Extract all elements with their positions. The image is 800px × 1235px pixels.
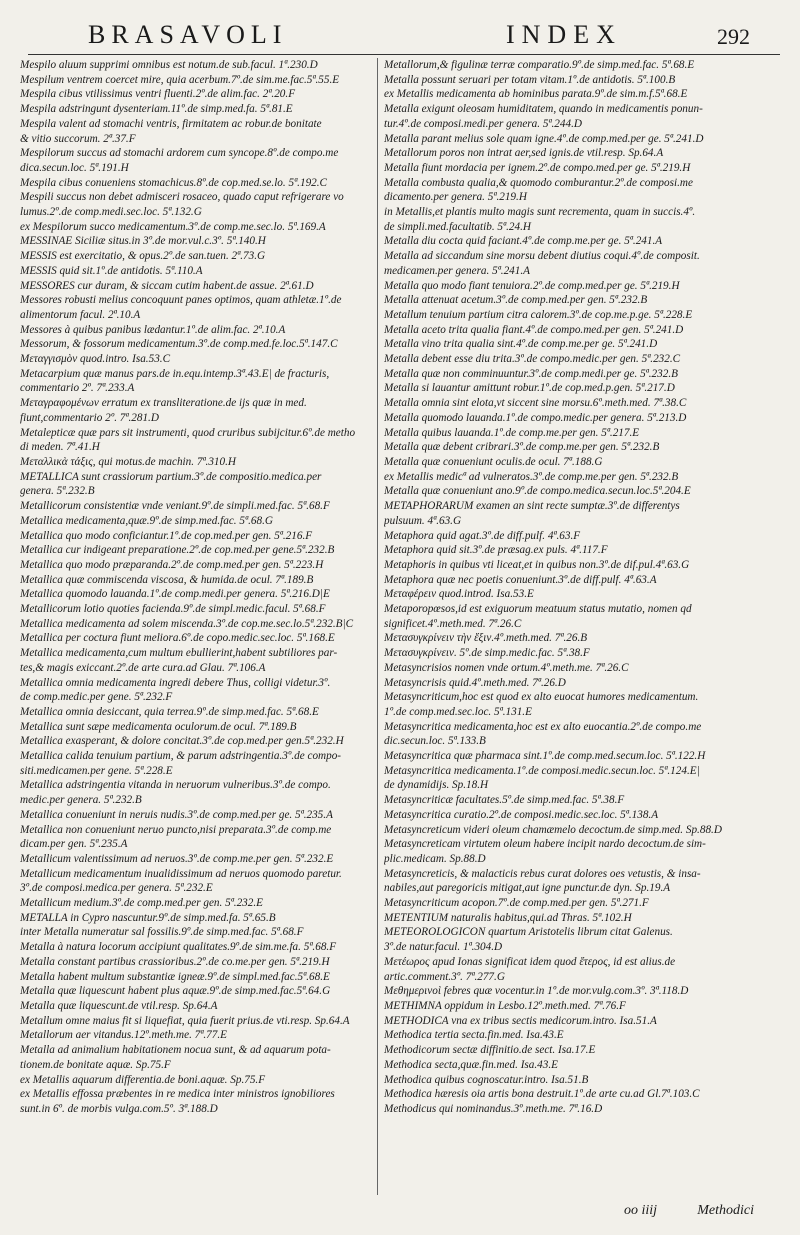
index-entry: significet.4º.meth.med. 7ª.26.C <box>384 617 522 630</box>
index-entry: MESSIS quid sit.1º.de antidotis. 5ª.110.A <box>20 264 203 277</box>
index-entry: Methodica hæresis oia artis bona destruit.1º.de arte cu.ad Gl.7ª.103.C <box>384 1088 700 1101</box>
index-entry: genera. 5ª.232.B <box>20 485 95 498</box>
index-entry: dica.secun.loc. 5ª.191.H <box>20 161 129 174</box>
index-entry: Metallica non conueniunt neruo puncto,nisi preparata.3º.de comp.me <box>20 823 332 836</box>
index-entry: Metallorum,& figulinæ terræ comparatio.9º.de simp.med.fac. 5ª.68.E <box>384 59 695 71</box>
index-entry: Metalla parant melius sole quam igne.4º.de comp.med.per ge. 5ª.241.D <box>384 132 704 145</box>
index-entry: Metalla ad animalium habitationem nocua sunt, & ad aquarum pota- <box>20 1044 331 1057</box>
index-entry: lumus.2º.de comp.medi.sec.loc. 5ª.132.G <box>20 206 202 219</box>
index-entry: tur.4º.de composi.medi.per genera. 5ª.244.D <box>384 117 582 130</box>
index-entry: de comp.medic.per gene. 5ª.232.F <box>20 691 173 704</box>
index-entry: in Metallis,et plantis multo magis sunt recrementa, quam in succis.4º. <box>384 206 696 219</box>
index-entry: MESSIS est exercitatio, & opus.2º.de san.tuen. 2ª.73.G <box>20 250 266 263</box>
index-entry: dicamento.per genera. 5ª.219.H <box>384 191 527 204</box>
index-entry: Metalla quæ debent cribrari.3º.de comp.me.per gen. 5ª.232.B <box>384 441 660 454</box>
index-entry: Metalla habent multum substantiæ igneæ.9º.de simpl.med.fac.5ª.68.E <box>20 970 330 983</box>
index-entry: alimentorum facul. 2ª.10.A <box>20 308 141 321</box>
index-entry: Μεταφέρειν quod.introd. Isa.53.E <box>384 588 534 601</box>
index-entry: ex Metallis medicª ad vulneratos.3º.de comp.me.per gen. 5ª.232.B <box>384 470 679 483</box>
index-entry: Metalla à natura locorum accipiunt qualitates.9º.de sim.me.fa. 5ª.68.F <box>20 941 337 954</box>
index-entry: Metallica calida tenuium partium, & parum adstringentia.3º.de compo- <box>20 750 342 763</box>
index-entry: Messores robusti melius concoquunt panes optimos, quam athletæ.1º.de <box>20 294 342 307</box>
index-entry: Metalla quæ liquescunt habent plus aquæ.9º.de simp.med.fac.5ª.64.G <box>20 985 331 998</box>
index-entry: Metaphora quæ nec poetis conueniunt.3º.de diff.pulf. 4ª.63.A <box>384 573 657 586</box>
index-entry: Μεταγραφομένων erratum ex transliteratione.de ijs quæ in med. <box>20 397 307 410</box>
index-entry: Metalla vino trita qualia sint.4º.de comp.me.per ge. 5ª.241.D <box>384 338 658 351</box>
index-entry: 3º.de natur.facul. 1ª.304.D <box>384 941 503 954</box>
index-entry: METALLICA sunt crassiorum partium.3º.de compositio.medica.per <box>20 470 322 483</box>
page-footer <box>384 1203 770 1225</box>
index-entry: MESSINAE Siciliæ situs.in 3º.de mor.vul.c.3º. 5ª.140.H <box>20 235 266 248</box>
index-entry: Metallorum poros non intrat aer,sed ignis.de vtil.resp. Sp.64.A <box>384 147 664 160</box>
index-entry: Metasyncritica medicamenta,hoc est ex alto euocantia.2º.de compo.me <box>384 720 702 733</box>
index-entry: METAPHORARUM examen an sint recte sumptæ.3º.de differentys <box>384 500 680 513</box>
index-entry: Metallica adstringentia vitanda in neruorum vulneribus.3º.de compo. <box>20 779 331 792</box>
index-entry: Metasyncrisis quid.4º.meth.med. 7ª.26.D <box>384 676 566 689</box>
index-entry: dic.secun.loc. 5ª.133.B <box>384 735 486 748</box>
index-entry: Metasyncrisios nomen vnde ortum.4º.meth.me. 7ª.26.C <box>384 661 629 674</box>
index-entry: Metallica quo modo præparanda.2º.de comp.med.per gen. 5ª.223.H <box>20 558 324 571</box>
index-entry: Metalepticæ quæ pars sit instrumenti, quod cruribus subijcitur.6º.de metho <box>20 426 356 439</box>
index-entry: Metalla quæ conueniunt oculis.de ocul. 7ª.188.G <box>384 455 603 468</box>
index-entry: Metasyncritica quæ pharmaca sint.1º.de comp.med.secum.loc. 5ª.122.H <box>384 750 706 763</box>
index-entry: fiunt,commentario 2º. 7ª.281.D <box>20 411 159 424</box>
index-entry: Metallica conueniunt in neruis nudis.3º.de comp.med.per ge. 5ª.235.A <box>20 808 333 821</box>
index-entry: Mespila valent ad stomachi ventris, firmitatem ac robur.de bonitate <box>20 117 322 130</box>
index-entry: Mespila cibus conueniens stomachicus.8º.de cop.med.se.lo. 5ª.192.C <box>20 176 328 189</box>
index-entry: METHODICA vna ex tribus sectis medicorum.intro. Isa.51.A <box>384 1014 657 1027</box>
index-entry: Mespilum ventrem coercet mire, quia acerbum.7º.de sim.me.fac.5ª.55.E <box>20 73 340 86</box>
index-entry: Mespili succus non debet admisceri rosaceo, quado caput refrigerare vo <box>20 191 344 204</box>
index-entry: Metalla si lauantur amittunt robur.1º.de cop.med.p.gen. 5ª.217.D <box>384 382 675 395</box>
index-entry: Μεταλλικὰ τάξις, qui motus.de machin. 7ª.310.H <box>20 455 236 468</box>
index-entry: Metallicum valentissimum ad neruos.3º.de comp.me.per gen. 5ª.232.E <box>20 852 334 865</box>
index-entry: Metalla aceto trita qualia fiant.4º.de compo.med.per gen. 5ª.241.D <box>384 323 684 336</box>
index-entry: ex Metallis effossa præbentes in re medica inter ministros ignobiliores <box>20 1088 335 1101</box>
index-entry: Μεθημερινοὶ febres quæ vocentur.in 1º.de mor.vulg.com.3º. 3ª.118.D <box>384 985 689 998</box>
running-title-left: BRASAVOLI <box>88 20 288 49</box>
index-entry: ex Mespilorum succo medicamentum.3º.de comp.me.sec.lo. 5ª.169.A <box>20 220 326 233</box>
index-entry: Metallica quæ commiscenda viscosa, & humida.de ocul. 7ª.189.B <box>20 573 314 586</box>
index-entry: medic.per genera. 5ª.232.B <box>20 794 142 807</box>
index-entry: sunt.in 6º. de morbis vulga.com.5º. 3ª.188.D <box>20 1102 218 1115</box>
index-entry: Mespilo aluum supprimi omnibus est notum.de sub.facul. 1ª.230.D <box>20 59 318 71</box>
index-entry: METHIMNA oppidum in Lesbo.12º.meth.med. 7ª.76.F <box>384 1000 626 1012</box>
column-divider <box>377 58 378 1195</box>
index-entry: Metasyncreticis, & malacticis rebus curat dolores oes vetustis, & insa- <box>384 867 701 880</box>
index-entry: 3º.de composi.medica.per genera. 5ª.232.E <box>20 882 213 895</box>
index-entry: Metalla omnia sint elota,vt siccent sine morsu.6º.meth.med. 7ª.38.C <box>384 397 687 410</box>
index-entry: Methodica quibus cognoscatur.intro. Isa.51.B <box>384 1073 589 1086</box>
index-entry: ex Metallis medicamenta ab hominibus parata.9º.de sim.m.f.5ª.68.E <box>384 88 688 101</box>
index-entry: Metallica omnia medicamenta ingredi debere Thus, colligi videtur.3º. <box>20 676 331 689</box>
index-entry: de dynamidijs. Sp.18.H <box>384 779 489 792</box>
index-entry: Metalla quo modo fiant tenuiora.2º.de comp.med.per ge. 5ª.219.H <box>384 279 680 292</box>
index-entry: Metallicorum consistentiæ vnde veniant.9º.de simpli.med.fac. 5ª.68.F <box>20 500 330 513</box>
index-entry: Metallum tenuium partium citra calorem.3º.de cop.me.p.ge. 5ª.228.E <box>384 308 693 321</box>
index-entry: Messorum, & fossorum medicamentum.3º.de comp.med.fe.loc.5ª.147.C <box>20 338 338 351</box>
index-entry: ex Metallis aquarum differentia.de boni.aquæ. Sp.75.F <box>20 1073 266 1086</box>
signature-mark: oo iiij <box>624 1203 658 1218</box>
index-entry: tes,& magis exiccant.2º.de arte cura.ad Glau. 7ª.106.A <box>20 661 266 674</box>
page-header <box>28 14 780 55</box>
index-entry: plic.medicam. Sp.88.D <box>384 852 486 865</box>
index-entry: Metalla quomodo lauanda.1º.de compo.medic.per genera. 5ª.213.D <box>384 411 687 424</box>
index-entry: Μεταγγισμὸν quod.intro. Isa.53.C <box>20 353 171 366</box>
index-entry: Metalla possunt seruari per totam vitam.1º.de antidotis. 5ª.100.B <box>384 73 676 86</box>
index-entry: METALLA in Cypro nascuntur.9º.de simp.med.fa. 5ª.65.B <box>20 911 276 924</box>
index-entry: Metacarpium quæ manus pars.de in.equ.intemp.3ª.43.E| de fracturis, <box>20 367 330 380</box>
index-entry: Metallica omnia desiccant, quia terrea.9º.de simp.med.fac. 5ª.68.E <box>20 705 319 718</box>
index-entry: Metasyncreticum videri oleum chamæmelo decoctum.de simp.med. Sp.88.D <box>384 823 722 836</box>
index-entry: Metallica medicamenta ad solem miscenda.3º.de cop.me.sec.lo.5ª.232.B|C <box>20 617 354 630</box>
index-entry: Messores à quibus panibus lædantur.1º.de alim.fac. 2ª.10.A <box>20 323 286 336</box>
index-entry: dicam.per gen. 5ª.235.A <box>20 838 128 851</box>
running-title-center: INDEX <box>506 20 622 49</box>
index-entry: Metasyncriticum acopon.7º.de comp.med.per gen. 5ª.271.F <box>384 897 649 910</box>
index-entry: 1º.de comp.med.sec.loc. 5ª.131.E <box>384 705 532 718</box>
index-column-left <box>20 58 380 1117</box>
index-entry: Methodica tertia secta.fin.med. Isa.43.E <box>384 1029 564 1042</box>
index-entry: Mespila adstringunt dysenteriam.11º.de simp.med.fa. 5ª.81.E <box>20 103 293 116</box>
index-entry: Metallica medicamenta,cum multum ebullierint,habent subtiliores par- <box>20 647 338 660</box>
index-entry: Metaphora quid sit.3º.de præsag.ex puls. 4ª.117.F <box>384 544 608 557</box>
index-column-right <box>384 58 770 1117</box>
index-entry: Metallicorum lotio quoties facienda.9º.de simpl.medic.facul. 5ª.68.F <box>20 603 326 616</box>
index-entry: MESSORES cur duram, & siccam cutim habent.de assue. 2ª.61.D <box>20 279 314 292</box>
index-entry: Metasyncriticum,hoc est quod ex alto euocat humores medicamentum. <box>384 691 699 704</box>
index-entry: de simpli.med.facultatib. 5ª.24.H <box>384 220 531 233</box>
index-entry: Metallorum aer vitandus.12º.meth.me. 7ª.77.E <box>20 1029 227 1042</box>
index-entry: Methodicus qui nominandus.3º.meth.me. 7ª.16.D <box>384 1102 603 1115</box>
index-entry: Metalla quæ non comminuuntur.3º.de comp.medi.per ge. 5ª.232.B <box>384 367 678 380</box>
index-entry: Mespilorum succus ad stomachi ardorem cum syncope.8º.de compo.me <box>20 147 339 160</box>
index-entry: Metallica exasperant, & dolore concitat.3º.de cop.med.per gen.5ª.232.H <box>20 735 344 748</box>
index-entry: Metalla quibus lauanda.1º.de comp.me.per gen. 5ª.217.E <box>384 426 640 439</box>
index-entry: Metallica cur indigeant preparatione.2º.de cop.med.per gene.5ª.232.B <box>20 544 335 557</box>
index-entry: Metasyncriticæ facultates.5º.de simp.med.fac. 5ª.38.F <box>384 794 625 807</box>
index-entry: Metallum omne maius fit si liquefiat, quia fuerit prius.de vti.resp. Sp.64.A <box>20 1014 350 1027</box>
index-entry: Metalla combusta qualia,& quomodo comburantur.2º.de composi.me <box>384 176 693 189</box>
index-entry: Methodica secta,quæ.fin.med. Isa.43.E <box>384 1058 558 1071</box>
index-entry: Μετασυγκρίνειν τὴν ἕξιν.4º.meth.med. 7ª.26.B <box>384 632 588 645</box>
index-entry: di meden. 7ª.41.H <box>20 441 100 454</box>
index-entry: Μετασυγκρίνειν. 5º.de simp.medic.fac. 5ª.38.F <box>384 647 590 660</box>
index-entry: tionem.de bonitate aquæ. Sp.75.F <box>20 1058 171 1071</box>
index-entry: Metalla fiunt mordacia per ignem.2º.de compo.med.per ge. 5ª.219.H <box>384 161 691 174</box>
index-entry: Methodicorum sectæ diffinitio.de sect. Isa.17.E <box>384 1044 596 1057</box>
index-entry: siti.medicamen.per gene. 5ª.228.E <box>20 764 173 777</box>
index-entry: Metalla quæ conueniunt ano.9º.de compo.medica.secun.loc.5ª.204.E <box>384 485 691 498</box>
index-entry: Metalla ad siccandum sine morsu debent diutius coqui.4º.de composit. <box>384 250 700 263</box>
index-entry: Metasyncritica curatio.2º.de composi.medic.sec.loc. 5ª.138.A <box>384 808 659 821</box>
index-entry: Metalla constant partibus crassioribus.2º.de co.me.per gen. 5ª.219.H <box>20 955 330 968</box>
index-entry: METENTIUM naturalis habitus,qui.ad Thras. 5ª.102.H <box>384 911 632 924</box>
index-entry: Metalla quæ liquescunt.de vtil.resp. Sp.64.A <box>20 1000 218 1012</box>
index-entry: Metallica medicamenta,quæ.9º.de simp.med.fac. 5ª.68.G <box>20 514 273 527</box>
index-entry: Metalla debent esse diu trita.3º.de compo.medic.per gen. 5ª.232.C <box>384 353 681 366</box>
index-entry: Metasyncritica medicamenta.1º.de composi.medic.secun.loc. 5ª.124.E| <box>384 764 700 777</box>
index-entry: Metalla diu cocta quid faciant.4º.de comp.me.per ge. 5ª.241.A <box>384 235 663 248</box>
index-entry: pulsuum. 4ª.63.G <box>384 514 462 527</box>
index-entry: medicamen.per genera. 5ª.241.A <box>384 264 531 277</box>
index-entry: Metallica quomodo lauanda.1º.de comp.medi.per genera. 5ª.216.D|E <box>20 588 330 601</box>
index-entry: Metallica quo modo conficiantur.1º.de cop.med.per gen. 5ª.216.F <box>20 529 313 542</box>
index-entry: Metallica sunt sæpe medicamenta oculorum.de ocul. 7ª.189.B <box>20 720 297 733</box>
index-entry: Metalla attenuat acetum.3º.de comp.med.per gen. 5ª.232.B <box>384 294 648 307</box>
index-entry: METEOROLOGICON quartum Aristotelis librum citat Galenus. <box>384 926 673 939</box>
index-entry: Metaporopœsos,id est exiguorum meatuum status mutatio, nomen qd <box>384 603 692 616</box>
index-entry: Metallicum medium.3º.de comp.med.per gen. 5ª.232.E <box>20 897 263 910</box>
page-number: 292 <box>717 24 750 49</box>
index-entry: Metallica per coctura fiunt meliora.6º.de copo.medic.sec.loc. 5ª.168.E <box>20 632 335 645</box>
catchword: Methodici <box>697 1203 754 1218</box>
index-entry: Metalla exigunt oleosam humiditatem, quando in medicamentis ponun- <box>384 103 703 116</box>
index-entry: Metasyncreticam virtutem oleum habere incipit nardo decoctum.de sim- <box>384 838 706 851</box>
index-entry: inter Metalla numeratur sal fossilis.9º.de simp.med.fac. 5ª.68.F <box>20 926 304 939</box>
index-entry: Metaphoris in quibus vti liceat,et in quibus non.3º.de dif.pul.4ª.63.G <box>384 558 690 571</box>
index-entry: Metaphora quid agat.3º.de diff.pulf. 4ª.63.F <box>384 529 581 542</box>
index-entry: commentario 2º. 7ª.233.A <box>20 382 135 395</box>
index-entry: artic.comment.3º. 7ª.277.G <box>384 970 505 983</box>
index-entry: Mespila cibus vtilissimus ventri fluenti.2º.de alim.fac. 2ª.20.F <box>20 88 296 101</box>
index-entry: & vitio succorum. 2ª.37.F <box>20 132 136 145</box>
index-entry: nabiles,aut paregoricis mitigat,aut igne punctur.de dyn. Sp.19.A <box>384 882 671 895</box>
index-entry: Μετέωρος apud Ionas significat idem quod ἕτερος, id est alius.de <box>384 955 676 968</box>
index-entry: Metallicum medicamentum inualidissimum ad neruos quomodo paretur. <box>20 867 342 880</box>
